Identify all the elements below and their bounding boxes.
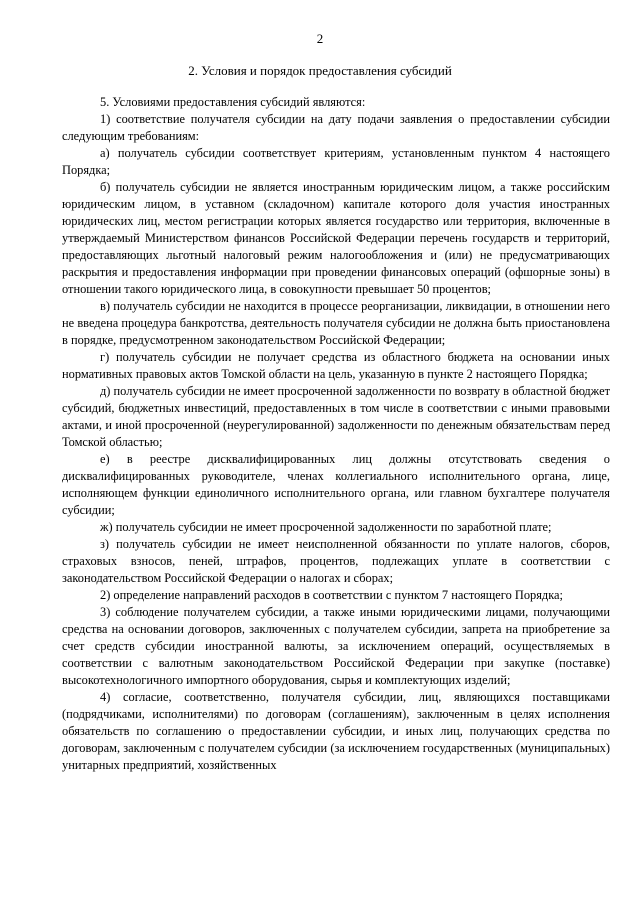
paragraph-item-v: в) получатель субсидии не находится в процессе реорганизации, ликвидации, в отношении него не введена процедура банкротства, деятельность получателя субсидии не должна быть приостановлена в порядке, предусмотренном законодательством Российской Федерации; <box>62 299 610 347</box>
paragraph-item-e: е) в реестре дисквалифицированных лиц должны отсутствовать сведения о дисквалифицированных руководителе, членах коллегиального исполнительного органа, лице, исполняющем функции единоличного исполнительного органа, или главном бухгалтере получателя субсидии; <box>62 452 610 517</box>
document-body <box>62 94 610 774</box>
page-number: 2 <box>316 31 324 46</box>
paragraph-item-z: з) получатель субсидии не имеет неисполненной обязанности по уплате налогов, сборов, страховых взносов, пеней, штрафов, процентов, подлежащих уплате в соответствии с законодательством Российской Федерации о налогах и сборах; <box>62 537 610 585</box>
paragraph-condition-1: 1) соответствие получателя субсидии на дату подачи заявления о предоставлении субсидии следующим требованиям: <box>62 112 610 143</box>
paragraph-condition-3: 3) соблюдение получателем субсидии, а также иными юридическими лицами, получающими средства на основании договоров, заключенных с получателем субсидии, запрета на приобретение за счет средств субсидии иностранной валюты, за исключением операций, осуществляемых в соответствии с валютным законодательством Российской Федерации при закупке (поставке) высокотехнологичного импортного оборудования, сырья и комплектующих изделий; <box>62 605 610 687</box>
paragraph-condition-2: 2) определение направлений расходов в соответствии с пунктом 7 настоящего Порядка; <box>100 588 563 602</box>
paragraph-item-g: г) получатель субсидии не получает средства из областного бюджета на основании иных нормативных правовых актов Томской области на цель, указанную в пункте 2 настоящего Порядка; <box>62 350 610 381</box>
paragraph-item-d: д) получатель субсидии не имеет просроченной задолженности по возврату в областной бюджет субсидий, бюджетных инвестиций, предоставленных в том числе в соответствии с иными правовыми актами, и иной просроченной (неурегулированной) задолженности по денежным обязательствам перед Томской областью; <box>62 384 610 449</box>
paragraph-item-a: а) получатель субсидии соответствует критериям, установленным пунктом 4 настоящего Порядка; <box>62 146 610 177</box>
paragraph-condition-4: 4) согласие, соответственно, получателя субсидии, лиц, являющихся поставщиками (подрядчиками, исполнителями) по договорам (соглашениям), заключенным в целях исполнения обязательств по соглашению о предоставлении субсидии, и иных лиц, получающих средства по договорам, заключенным с получателем субсидии (за исключением государственных (муниципальных) унитарных предприятий, хозяйственных <box>62 690 610 772</box>
paragraph-item-zh: ж) получатель субсидии не имеет просроченной задолженности по заработной плате; <box>100 520 552 534</box>
section-title: 2. Условия и порядок предоставления субсидий <box>188 63 452 78</box>
paragraph-intro: 5. Условиями предоставления субсидий являются: <box>100 95 366 109</box>
paragraph-item-b: б) получатель субсидии не является иностранным юридическим лицом, а также российским юридическим лицом, в уставном (складочном) капитале которого доля участия иностранных юридических лиц, местом регистрации которых является государство или территория, включенные в утверждаемый Министерством финансов Российской Федерации перечень государств и территорий, предоставляющих льготный налоговый режим налогообложения и (или) не предусматривающих раскрытия и предоставления информации при проведении финансовых операций (офшорные зоны) в отношении такого юридического лица, в совокупности превышает 50 процентов; <box>62 180 610 296</box>
